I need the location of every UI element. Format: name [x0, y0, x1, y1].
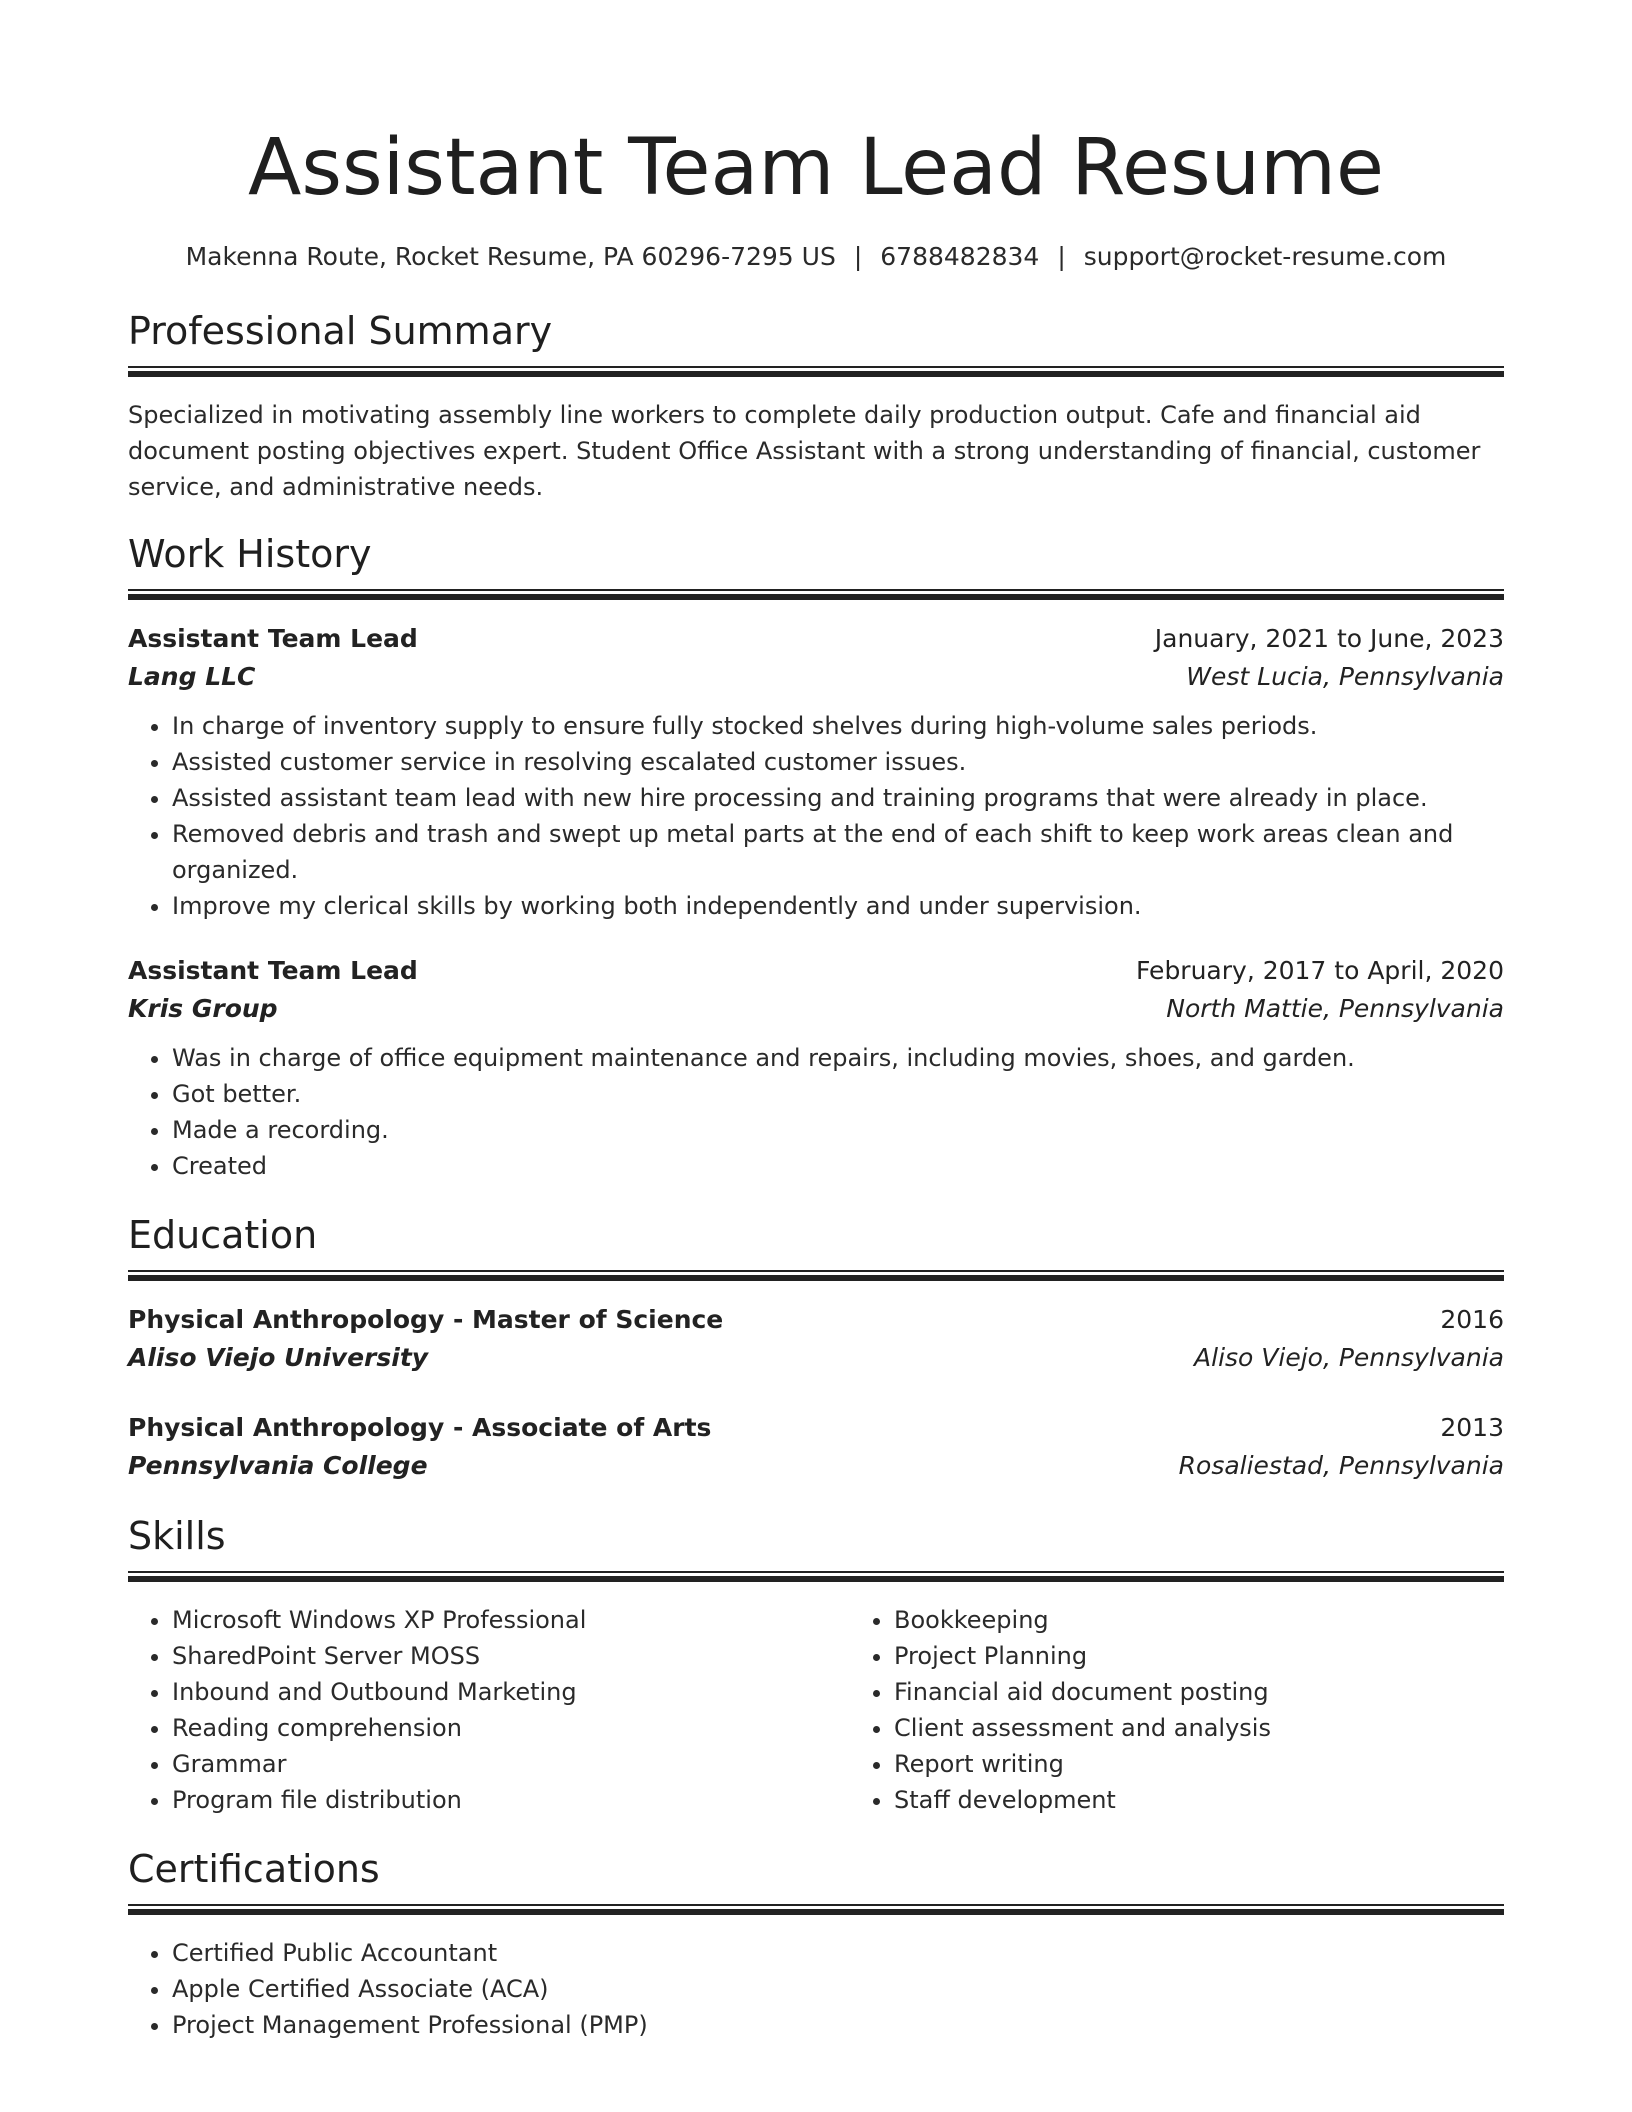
section-heading-summary: Professional Summary [128, 309, 553, 353]
skills-section [128, 1513, 1504, 1818]
section-divider [128, 366, 1504, 377]
section-divider [128, 1904, 1504, 1915]
job-company: Kris Group [128, 994, 278, 1023]
job-header-row [128, 952, 1504, 990]
education-year: 2013 [1440, 1413, 1504, 1442]
section-divider [128, 589, 1504, 600]
contact-separator: | [1057, 242, 1066, 271]
education-entry [128, 1301, 1504, 1377]
contact-separator: | [853, 242, 863, 271]
section-divider [128, 1571, 1504, 1582]
education-school-row [128, 1447, 1504, 1485]
list-item: • Project Management Professional (PMP) [172, 2007, 1504, 2043]
resume-page [128, 0, 1504, 2043]
education-header-row [128, 1409, 1504, 1447]
list-item: • Bookkeeping [894, 1602, 1572, 1638]
section-divider [128, 1270, 1504, 1281]
resume-title: Assistant Team Lead Resume [248, 123, 1384, 213]
education-year: 2016 [1440, 1305, 1504, 1334]
job-duties-list [128, 1040, 1504, 1184]
list-item: • Improve my clerical skills by working both independently and under supervision. [172, 888, 1504, 924]
certifications-list [128, 1935, 1504, 2043]
list-item: • Microsoft Windows XP Professional [172, 1602, 850, 1638]
list-item: • Certified Public Accountant [172, 1935, 1504, 1971]
list-item: • Financial aid document posting [894, 1674, 1572, 1710]
job-company: Lang LLC [128, 662, 256, 691]
skills-grid [128, 1602, 1504, 1818]
list-item: • Apple Certified Associate (ACA) [172, 1971, 1504, 2007]
certifications-section [128, 1846, 1504, 2043]
list-item: • Inbound and Outbound Marketing [172, 1674, 850, 1710]
summary-section [128, 308, 1504, 505]
education-school: Pennsylvania College [128, 1451, 428, 1480]
summary-text: Specialized in motivating assembly line workers to complete daily production output. Cafe and financial aid document posting objectives expert. Student Office Assistant with a strong understanding of financial, customer service, and administrative needs. [128, 401, 1481, 501]
job-header-row [128, 620, 1504, 658]
contact-line [128, 240, 1504, 274]
education-degree: Physical Anthropology - Associate of Arts [128, 1413, 712, 1442]
list-item: • Report writing [894, 1746, 1572, 1782]
section-heading-skills: Skills [128, 1514, 226, 1558]
job-title: Assistant Team Lead [128, 956, 418, 985]
list-item: • Staff development [894, 1782, 1572, 1818]
education-entry [128, 1409, 1504, 1485]
education-section [128, 1212, 1504, 1485]
job-entry [128, 620, 1504, 924]
job-dates: January, 2021 to June, 2023 [1154, 624, 1504, 653]
education-location: Aliso Viejo, Pennsylvania [1194, 1343, 1504, 1372]
list-item: • Made a recording. [172, 1112, 1504, 1148]
job-location: West Lucia, Pennsylvania [1186, 662, 1504, 691]
list-item: • Assisted assistant team lead with new hire processing and training programs that were already in place. [172, 780, 1504, 816]
education-school: Aliso Viejo University [128, 1343, 429, 1372]
contact-phone: 6788482834 [880, 242, 1040, 271]
job-company-row [128, 658, 1504, 696]
job-title: Assistant Team Lead [128, 624, 418, 653]
skills-list-right [850, 1602, 1572, 1818]
section-heading-certifications: Certifications [128, 1847, 380, 1891]
education-location: Rosaliestad, Pennsylvania [1178, 1451, 1504, 1480]
list-item: • Grammar [172, 1746, 850, 1782]
section-heading-work-history: Work History [128, 532, 372, 576]
section-heading-education: Education [128, 1213, 318, 1257]
list-item: • Project Planning [894, 1638, 1572, 1674]
job-entry [128, 952, 1504, 1184]
list-item: • Assisted customer service in resolving escalated customer issues. [172, 744, 1504, 780]
education-school-row [128, 1339, 1504, 1377]
list-item: • In charge of inventory supply to ensure fully stocked shelves during high-volume sales periods. [172, 708, 1504, 744]
list-item: • Client assessment and analysis [894, 1710, 1572, 1746]
education-degree: Physical Anthropology - Master of Science [128, 1305, 724, 1334]
list-item: • Got better. [172, 1076, 1504, 1112]
skills-list-left [128, 1602, 850, 1818]
work-history-section [128, 531, 1504, 1184]
contact-address: Makenna Route, Rocket Resume, PA 60296-7295 US [185, 242, 836, 271]
education-header-row [128, 1301, 1504, 1339]
list-item: • Program file distribution [172, 1782, 850, 1818]
list-item: • Reading comprehension [172, 1710, 850, 1746]
list-item: • Created [172, 1148, 1504, 1184]
job-dates: February, 2017 to April, 2020 [1136, 956, 1504, 985]
job-company-row [128, 990, 1504, 1028]
list-item: • Removed debris and trash and swept up metal parts at the end of each shift to keep work areas clean and organized. [172, 816, 1504, 888]
list-item: • Was in charge of office equipment maintenance and repairs, including movies, shoes, and garden. [172, 1040, 1504, 1076]
job-duties-list [128, 708, 1504, 924]
contact-email: support@rocket-resume.com [1083, 242, 1447, 271]
job-location: North Mattie, Pennsylvania [1166, 994, 1504, 1023]
list-item: • SharedPoint Server MOSS [172, 1638, 850, 1674]
